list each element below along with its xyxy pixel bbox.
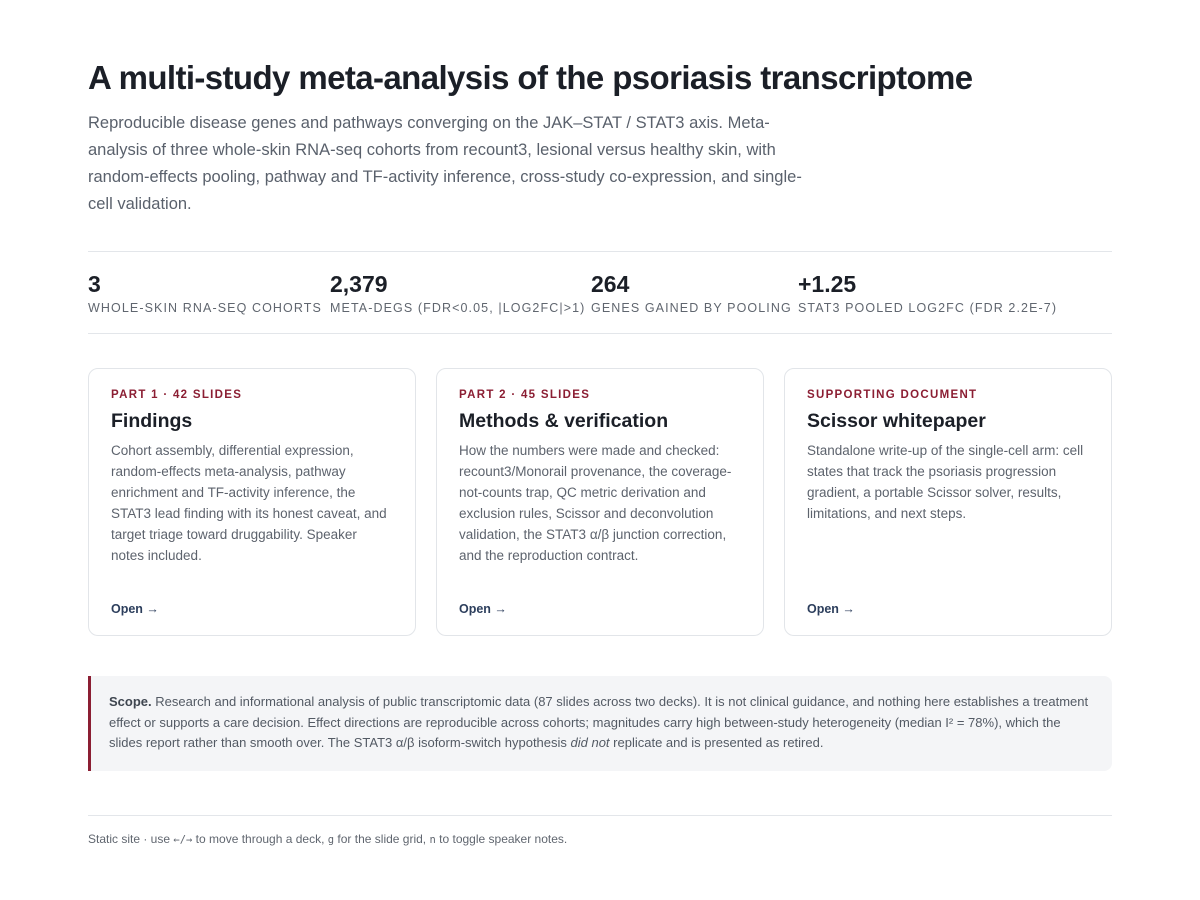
stat-genes-gained [591,270,792,315]
stat-meta-degs [330,270,585,315]
scope-emphasis: did not [570,735,610,750]
stat-value: +1.25 [798,271,857,297]
stat-label: META-DEGS (FDR<0.05, |LOG2FC|>1) [330,301,586,315]
footer-text: to move through a deck, [192,831,328,846]
footer-text: to toggle speaker notes. [435,831,568,846]
card-methods[interactable] [436,368,764,636]
stats-bar [88,251,1112,334]
deck-cards [88,368,1112,636]
scope-note [88,676,1112,771]
footer-text: for the slide grid, [334,831,430,846]
page-title: A multi-study meta-analysis of the psoriasis transcriptome [88,59,973,96]
card-description: Cohort assembly, differential expression, random-effects meta-analysis, pathway enrichment and TF-activity inference, the STAT3 lead finding with its honest caveat, and target triage toward druggability. Speaker notes included. [111,443,387,563]
stat-stat3-log2fc [798,270,1057,315]
key-arrows: ←/→ [173,833,193,846]
card-eyebrow: SUPPORTING DOCUMENT [807,389,978,401]
card-findings[interactable] [88,368,416,636]
page [88,0,1112,846]
scope-label: Scope. [109,694,152,709]
stat-value: 3 [88,271,101,297]
stat-label: WHOLE-SKIN RNA-SEQ COHORTS [88,301,322,315]
card-whitepaper[interactable] [784,368,1112,636]
scope-text: Research and informational analysis of public transcriptomic data (87 slides across two decks). It is not clinical guidance, and nothing here establishes a treatment effect or supports a care decision. Effect directions are reproducible across cohorts; magnitudes carry high between-study heterogeneity (median I² = 78%), which the slides report rather than smooth over. The STAT3 α/β isoform-switch hypothesis [109,694,1089,750]
key-g: g [327,833,335,846]
stat-label: STAT3 POOLED LOG2FC (FDR 2.2E-7) [798,301,1058,315]
card-title: Scissor whitepaper [807,410,986,432]
stat-value: 2,379 [330,271,388,297]
card-description: Standalone write-up of the single-cell arm: cell states that track the psoriasis progression gradient, a portable Scissor solver, results, limitations, and next steps. [807,443,1084,521]
open-whitepaper-link[interactable]: Open → [807,602,855,616]
stat-value: 264 [591,271,630,297]
card-title: Findings [111,410,193,432]
footer-text: Static site · use [88,831,174,846]
key-n: n [429,833,436,846]
card-title: Methods & verification [459,410,669,432]
footer [88,815,1112,846]
open-findings-link[interactable]: Open → [111,602,159,616]
card-description: How the numbers were made and checked: recount3/Monorail provenance, the coverage-not-counts trap, QC metric derivation and exclusion rules, Scissor and deconvolution validation, the STAT3 α/β junction correction, and the reproduction contract. [459,443,732,563]
open-methods-link[interactable]: Open → [459,602,507,616]
page-lede: Reproducible disease genes and pathways converging on the JAK–STAT / STAT3 axis. Meta-analysis of three whole-skin RNA-seq cohorts from recount3, lesional versus healthy skin, with random-effects pooling, pathway and TF-activity inference, cross-study co-expression, and single-cell validation. [88,114,802,213]
card-eyebrow: PART 2 · 45 SLIDES [459,389,591,401]
card-eyebrow: PART 1 · 42 SLIDES [111,389,243,401]
stat-label: GENES GAINED BY POOLING [591,301,792,315]
scope-text-end: replicate and is presented as retired. [609,735,824,750]
stat-cohorts [88,270,322,315]
